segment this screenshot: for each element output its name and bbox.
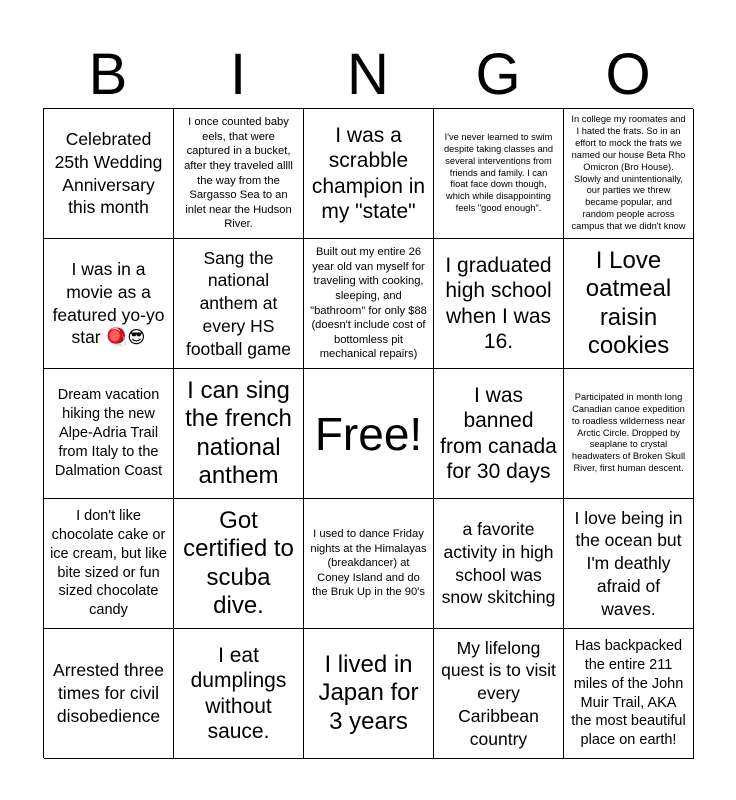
cell-text: In college my roomates and I hated the frats. So in an effort to mock the frats we named our house Beta Rho Omicron (Bro House). Slowly and unintentionally, our parties we threw became popular, and random people across campus that we didn't know (571, 114, 686, 232)
cell-text: Celebrated 25th Wedding Anniversary this month (54, 129, 163, 218)
cell-text: My lifelong quest is to visit every Caribbean country (441, 637, 556, 749)
bingo-cell[interactable] (44, 109, 174, 239)
free-space[interactable] (304, 369, 434, 499)
bingo-cell[interactable] (44, 499, 174, 629)
bingo-cell[interactable] (434, 109, 564, 239)
bingo-cell[interactable] (44, 369, 174, 499)
bingo-cell[interactable] (564, 499, 694, 629)
bingo-cell[interactable] (174, 629, 304, 759)
bingo-board (43, 108, 693, 758)
bingo-cell[interactable] (304, 629, 434, 759)
header-letter-b: B (88, 42, 128, 107)
bingo-cell[interactable] (174, 499, 304, 629)
cell-text: Arrested three times for civil disobedience (53, 660, 164, 726)
cell-text: Dream vacation hiking the new Alpe-Adria Trail from Italy to the Dalmation Coast (54, 387, 163, 479)
free-space-label: Free! (314, 407, 423, 460)
cell-text: I love being in the ocean but I'm deathly afraid of waves. (574, 507, 683, 619)
cell-text: Sang the national anthem at every HS football game (185, 247, 292, 359)
bingo-header (43, 42, 693, 108)
cell-text: I was a scrabble champion in my "state" (311, 124, 426, 223)
bingo-cell[interactable] (434, 369, 564, 499)
cell-text: I once counted baby eels, that were captured in a bucket, after they traveled allll the way from the Sargasso Sea to an inlet near the Hudson River. (184, 116, 293, 231)
cell-text: Has backpacked the entire 211 miles of the John Muir Trail, AKA the most beautiful place on earth! (571, 637, 686, 749)
bingo-cell[interactable] (304, 239, 434, 369)
bingo-cell[interactable] (564, 629, 694, 759)
bingo-cell[interactable] (434, 239, 564, 369)
bingo-cell[interactable] (564, 369, 694, 499)
header-letter-i: I (229, 42, 247, 107)
bingo-cell[interactable] (434, 499, 564, 629)
bingo-cell[interactable] (304, 109, 434, 239)
cell-text: I eat dumplings without sauce. (190, 644, 287, 743)
cell-text: I was banned from canada for 30 days (440, 384, 557, 483)
cell-text: Participated in month long Canadian canoe expedition to roadless wilderness near Arctic Circle. Dropped by seaplane to crystal headwaters of Broken Skull River, first human descent. (571, 391, 686, 474)
cell-text: I used to dance Friday nights at the Himalayas (breakdancer) at Coney Island and do the Bruk Up in the 90's (310, 528, 427, 599)
header-letter-g: G (475, 42, 521, 107)
bingo-cell[interactable] (304, 499, 434, 629)
bingo-cell[interactable] (564, 109, 694, 239)
cell-text: I don't like chocolate cake or ice cream, but like bite sized or fun sized chocolate candy (50, 507, 167, 619)
cell-text: Built out my entire 26 year old van myself for traveling with cooking, sleeping, and "bathroom" for only $88 (doesn't include cost of bottomless pit mechanical repairs) (310, 246, 427, 361)
cell-text: I can sing the french national anthem (185, 377, 292, 489)
bingo-cell[interactable] (174, 109, 304, 239)
bingo-cell[interactable] (44, 239, 174, 369)
cell-text: Got certified to scuba dive. (183, 507, 294, 619)
cell-text: I've never learned to swim despite taking classes and several interventions from friends and family. I can float face down though, which while disappointing feels "good enough". (443, 131, 554, 214)
header-letter-n: N (347, 42, 389, 107)
bingo-cell[interactable] (44, 629, 174, 759)
bingo-cell[interactable] (434, 629, 564, 759)
bingo-cell[interactable] (174, 369, 304, 499)
cell-text: I graduated high school when I was 16. (445, 254, 552, 353)
bingo-cell[interactable] (174, 239, 304, 369)
bingo-cell[interactable] (564, 239, 694, 369)
cell-text: I Love oatmeal raisin cookies (585, 247, 672, 359)
cell-text: I was in a movie as a featured yo-yo star 🪀😎 (52, 259, 165, 348)
cell-text: I lived in Japan for 3 years (318, 651, 419, 735)
cell-text: a favorite activity in high school was snow skitching (441, 519, 556, 608)
header-letter-o: O (605, 42, 651, 107)
